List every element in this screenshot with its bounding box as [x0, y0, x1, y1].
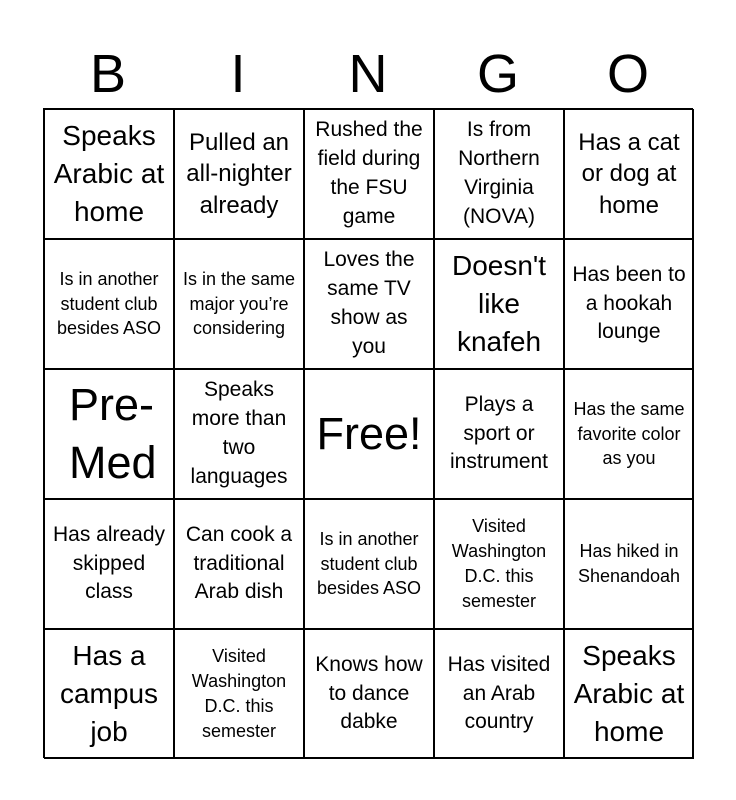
cell-text: Has the same favorite color as you	[573, 398, 685, 469]
cell-text: Rushed the field during the FSU game	[315, 118, 423, 228]
bingo-cell[interactable]	[304, 499, 434, 629]
bingo-cell[interactable]	[44, 369, 174, 499]
cell-text: Is in the same major you’re considering	[182, 268, 296, 339]
bingo-cell[interactable]	[304, 239, 434, 369]
bingo-cell[interactable]	[564, 239, 694, 369]
title-letter-b: B	[89, 44, 127, 104]
bingo-cell[interactable]	[434, 499, 564, 629]
bingo-cell[interactable]	[564, 369, 694, 499]
title-letter-n: N	[348, 44, 388, 104]
cell-text: Has a campus job	[59, 640, 159, 747]
cell-text: Has already skipped class	[52, 522, 166, 604]
bingo-cell[interactable]	[434, 239, 564, 369]
bingo-cell[interactable]	[434, 369, 564, 499]
bingo-cell[interactable]	[434, 629, 564, 759]
cell-text: Has visited an Arab country	[447, 652, 551, 734]
cell-text: Plays a sport or instrument	[449, 392, 549, 474]
cell-text: Doesn't like knafeh	[451, 250, 547, 357]
cell-text: Visited Washington D.C. this semester	[191, 646, 287, 741]
cell-text: Has a cat or dog at home	[578, 129, 680, 219]
bingo-cell[interactable]	[44, 109, 174, 239]
cell-text: Loves the same TV show as you	[323, 248, 415, 358]
cell-text: Is in another student club besides ASO	[316, 528, 422, 599]
cell-text: Knows how to dance dabke	[315, 652, 423, 734]
cell-text: Speaks more than two languages	[190, 378, 288, 488]
bingo-board	[43, 108, 693, 758]
bingo-cell[interactable]	[44, 239, 174, 369]
free-space[interactable]	[304, 369, 434, 499]
cell-text: Is in another student club besides ASO	[56, 268, 162, 339]
bingo-cell[interactable]	[564, 499, 694, 629]
title-letter-g: G	[476, 44, 519, 104]
title-letter-o: O	[606, 44, 649, 104]
cell-text: Has hiked in Shenandoah	[577, 541, 681, 586]
bingo-cell[interactable]	[304, 629, 434, 759]
bingo-cell[interactable]	[44, 629, 174, 759]
bingo-cell[interactable]	[174, 109, 304, 239]
bingo-cell[interactable]	[434, 109, 564, 239]
cell-text: Pre-Med	[69, 378, 157, 488]
title-letter-i: I	[230, 44, 246, 104]
cell-text: Free!	[316, 407, 422, 459]
bingo-cell[interactable]	[304, 109, 434, 239]
cell-text: Speaks Arabic at home	[573, 640, 685, 747]
bingo-cell[interactable]	[174, 499, 304, 629]
bingo-cell[interactable]	[44, 499, 174, 629]
cell-text: Speaks Arabic at home	[53, 120, 165, 227]
bingo-cell[interactable]	[174, 369, 304, 499]
cell-text: Pulled an all-nighter already	[186, 129, 292, 219]
bingo-title	[43, 40, 693, 108]
cell-text: Is from Northern Virginia (NOVA)	[458, 118, 540, 228]
bingo-cell[interactable]	[564, 109, 694, 239]
cell-text: Visited Washington D.C. this semester	[451, 516, 547, 611]
bingo-cell[interactable]	[174, 629, 304, 759]
cell-text: Can cook a traditional Arab dish	[185, 522, 293, 604]
cell-text: Has been to a hookah lounge	[572, 262, 686, 344]
bingo-cell[interactable]	[174, 239, 304, 369]
bingo-cell[interactable]	[564, 629, 694, 759]
